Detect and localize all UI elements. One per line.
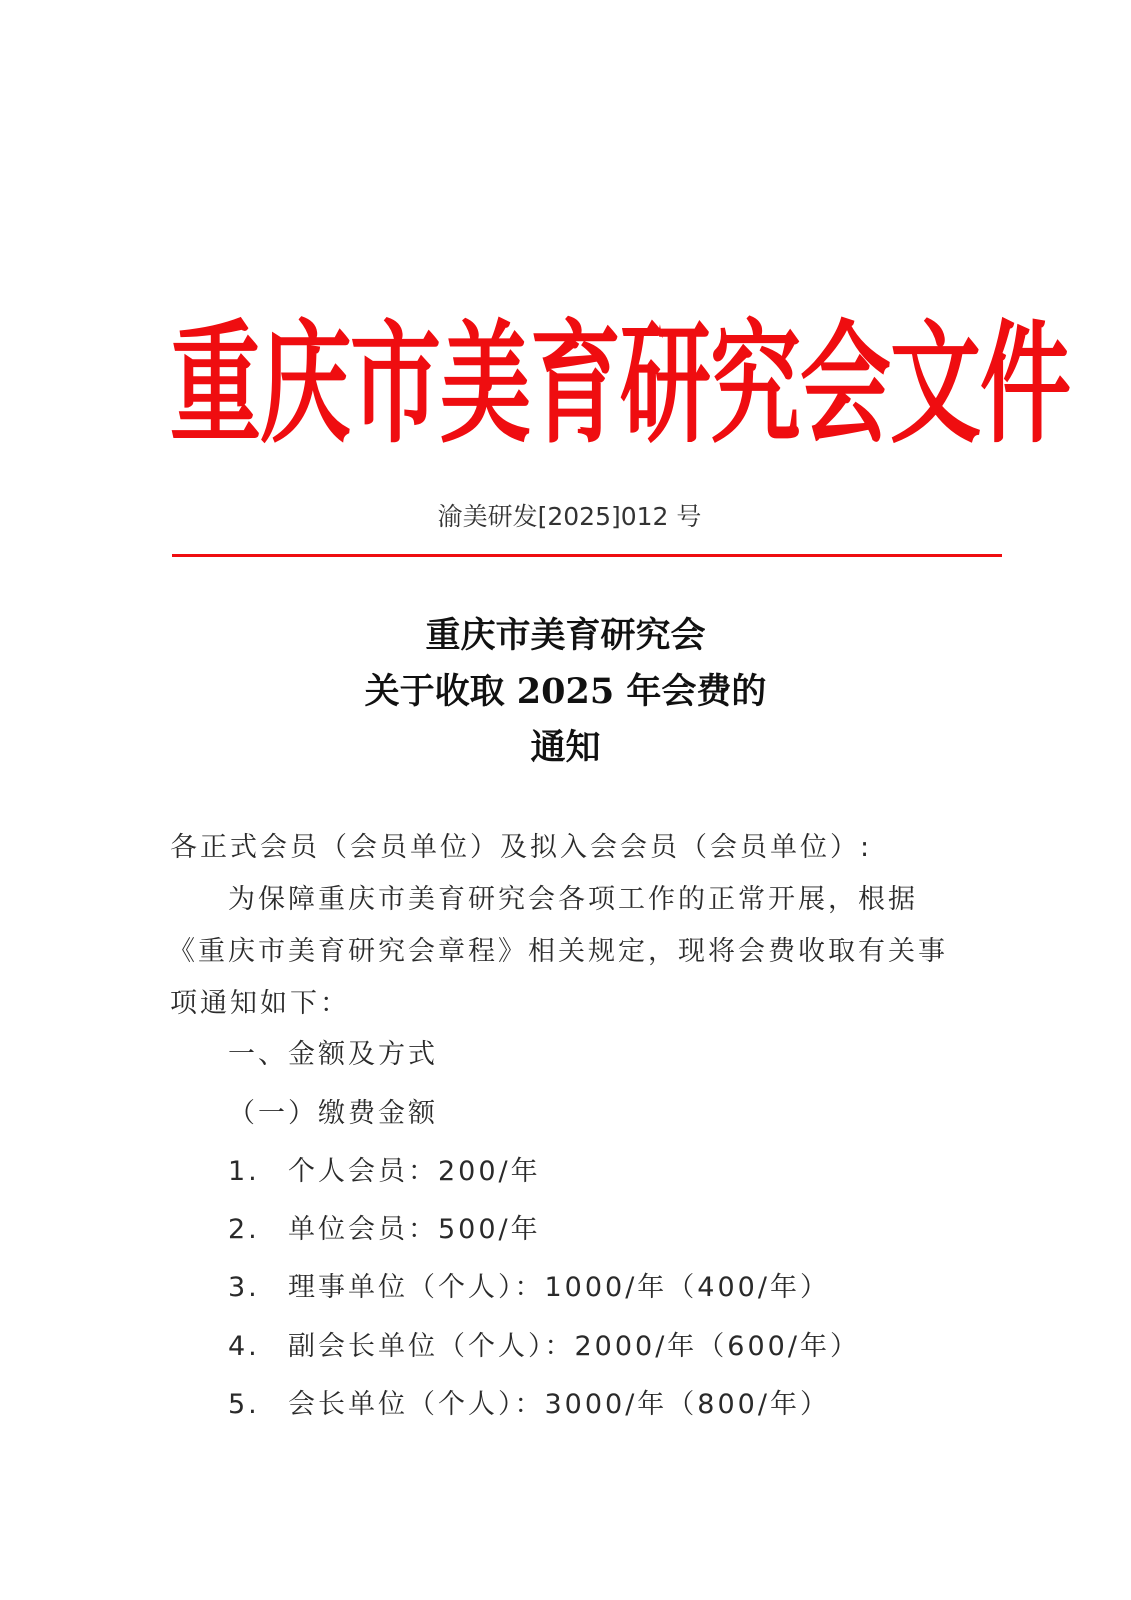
fee-item: [228, 1268, 830, 1308]
salutation: 各正式会员（会员单位）及拟入会会员（会员单位）:: [170, 832, 873, 863]
fee-item: [228, 1152, 541, 1192]
notice-title-line-2: 关于收取 2025 年会费的: [364, 671, 767, 712]
document-number: 渝美研发[2025]012 号: [437, 502, 702, 531]
fee-item-text: 个人会员：200/年: [288, 1156, 541, 1187]
fee-item-number: 1.: [228, 1156, 260, 1187]
masthead-title: 重庆市美育研究会文件: [170, 308, 1071, 462]
fee-item: [228, 1210, 541, 1250]
fee-item-number: 4.: [228, 1331, 260, 1362]
intro-paragraph-line-1: 为保障重庆市美育研究会各项工作的正常开展，根据: [228, 884, 918, 915]
fee-item-number: 2.: [228, 1214, 260, 1245]
fee-item: [228, 1385, 830, 1425]
fee-item-text: 会长单位（个人）：3000/年（800/年）: [288, 1389, 830, 1420]
intro-paragraph-line-2: 《重庆市美育研究会章程》相关规定，现将会费收取有关事: [168, 936, 948, 967]
fee-item-text: 单位会员：500/年: [288, 1214, 541, 1245]
fee-item-text: 理事单位（个人）：1000/年（400/年）: [288, 1272, 830, 1303]
intro-paragraph-line-3: 项通知如下：: [170, 988, 350, 1019]
notice-title-line-3: 通知: [530, 727, 601, 768]
red-divider-line: [172, 554, 1002, 557]
fee-item: [228, 1327, 860, 1367]
subsection-heading-1: （一）缴费金额: [228, 1098, 438, 1129]
fee-item-text: 副会长单位（个人）：2000/年（600/年）: [288, 1331, 860, 1362]
notice-title: [0, 610, 1131, 778]
notice-title-line-1: 重庆市美育研究会: [425, 615, 706, 656]
fee-item-number: 3.: [228, 1272, 260, 1303]
section-heading-1: 一、金额及方式: [228, 1039, 438, 1070]
fee-item-number: 5.: [228, 1389, 260, 1420]
